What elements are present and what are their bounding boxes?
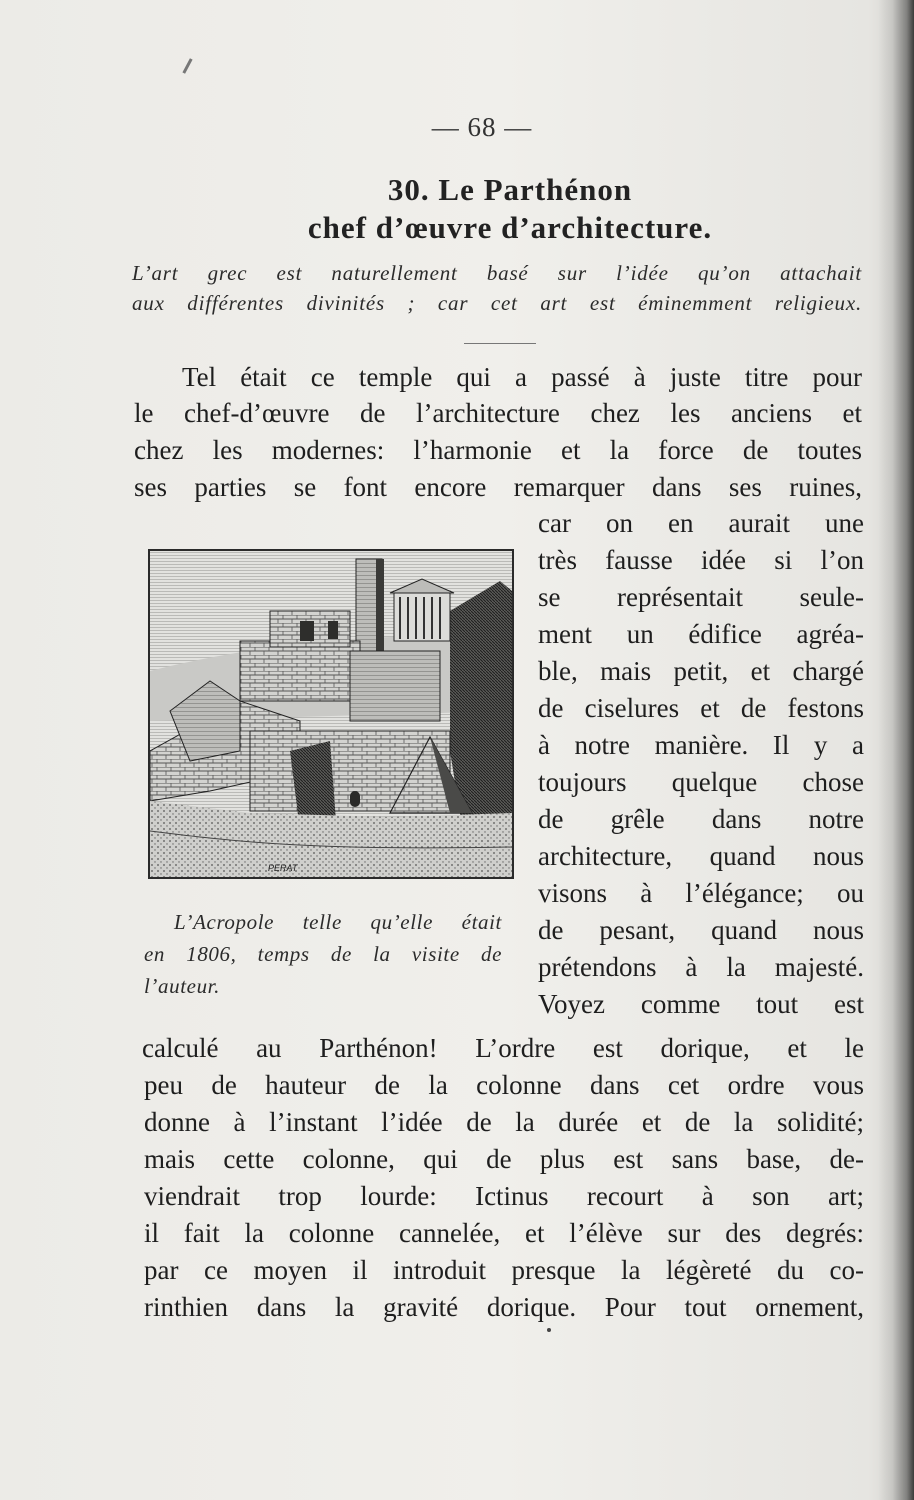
engraving-drawing: [150, 551, 512, 877]
body-line: ses parties se font encore remarquer dans ses ruines,: [134, 472, 862, 502]
page-number: — 68 —: [431, 112, 533, 142]
ink-speck: [547, 1328, 551, 1332]
body-line: peu de hauteur de la colonne dans cet ordre vous: [144, 1070, 864, 1100]
engraver-signature: PERAT: [268, 863, 298, 873]
acropolis-engraving: [148, 549, 514, 879]
body-line: de pesant, quand nous: [538, 915, 864, 945]
body-line: très fausse idée si l’on: [538, 545, 864, 575]
body-line: viendrait trop lourde: Ictinus recourt à son art;: [144, 1181, 864, 1211]
body-line: donne à l’instant l’idée de la durée et de la solidité;: [144, 1107, 864, 1137]
body-line: prétendons à la majesté.: [538, 952, 864, 982]
body-line: de grêle dans notre: [538, 804, 864, 834]
body-line: ble, mais petit, et chargé: [538, 656, 864, 686]
body-line: il fait la colonne cannelée, et l’élève sur des degrés:: [144, 1218, 864, 1248]
body-line: toujours quelque chose: [538, 767, 864, 797]
epigraph-line: L’art grec est naturellement basé sur l’idée qu’on attachait: [132, 261, 862, 285]
chapter-subtitle: chef d’œuvre d’architecture.: [307, 210, 713, 245]
body-line: le chef-d’œuvre de l’architecture chez les anciens et: [134, 398, 862, 428]
section-rule: [464, 343, 536, 344]
body-line: à notre manière. Il y a: [538, 730, 864, 760]
body-line: architecture, quand nous: [538, 841, 864, 871]
body-line: Voyez comme tout est: [538, 989, 864, 1019]
figure-caption-line: l’auteur.: [144, 974, 220, 998]
chapter-title: 30. Le Parthénon: [387, 172, 633, 207]
epigraph: [132, 258, 862, 318]
body-line: ment un édifice agréa-: [538, 619, 864, 649]
body-line: de ciselures et de festons: [538, 693, 864, 723]
body-line: chez les modernes: l’harmonie et la force de toutes: [134, 435, 862, 465]
figure-caption-line: en 1806, temps de la visite de: [144, 942, 502, 966]
body-line: se représentait seule-: [538, 582, 864, 612]
body-line: mais cette colonne, qui de plus est sans base, de-: [144, 1144, 864, 1174]
pencil-mark: [182, 58, 192, 74]
body-line: car on en aurait une: [538, 508, 864, 538]
epigraph-line: aux différentes divinités ; car cet art est éminemment religieux.: [132, 291, 862, 315]
body-line: visons à l’élégance; ou: [538, 878, 864, 908]
body-line: par ce moyen il introduit presque la légèreté du co-: [144, 1255, 864, 1285]
body-line: Tel était ce temple qui a passé à juste titre pour: [182, 362, 862, 392]
figure-caption-line: L’Acropole telle qu’elle était: [174, 910, 502, 934]
body-line: rinthien dans la gravité dorique. Pour tout ornement,: [144, 1292, 864, 1322]
body-line: calculé au Parthénon! L’ordre est dorique, et le: [142, 1033, 864, 1063]
